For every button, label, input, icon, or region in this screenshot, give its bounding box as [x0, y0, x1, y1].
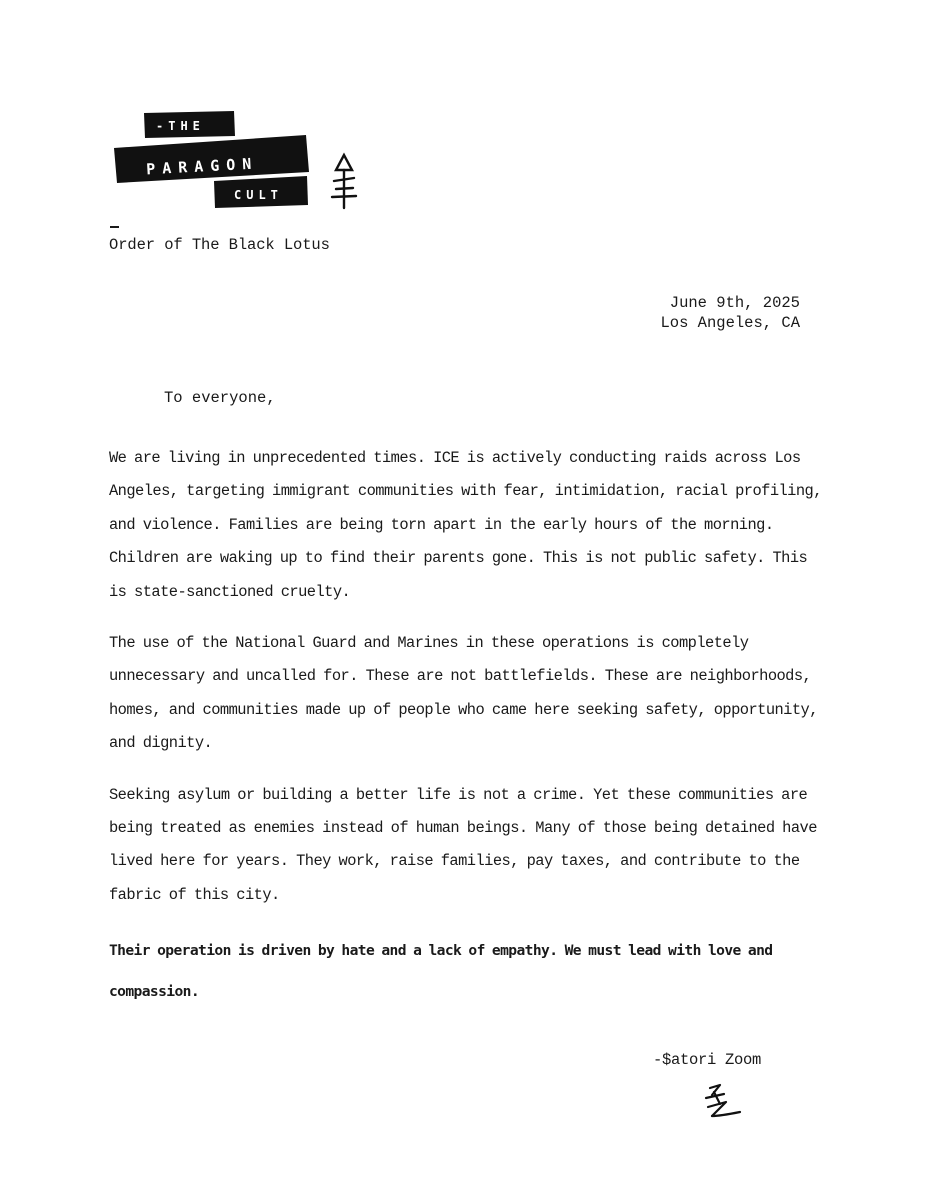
logo-line-2: PARAGON	[145, 154, 259, 179]
body-paragraph-1: We are living in unprecedented times. ICE is actively conducting raids across Los Angeles, targeting immigrant communities with fear, intimidation, racial profiling, and violence. Families are being torn apart in the early hours of the morning. Children are waking up to find their parents gone. This is not public safety. This is state-sanctioned cruelty.	[109, 449, 822, 601]
signoff-name: -$atori Zoom	[653, 1051, 762, 1069]
lotus-tree-emblem-icon	[332, 155, 356, 208]
logo-line-3: CULT	[234, 188, 283, 202]
logo-line-1: -THE	[156, 119, 205, 133]
letter-location: Los Angeles, CA	[660, 314, 800, 332]
greeting: To everyone,	[164, 389, 276, 407]
organization-name: Order of The Black Lotus	[109, 236, 330, 254]
letter-date: June 9th, 2025	[669, 294, 800, 312]
closing-statement: Their operation is driven by hate and a lack of empathy. We must lead with love and compassion.	[109, 942, 773, 1001]
body-paragraph-3: Seeking asylum or building a better life is not a crime. Yet these communities are being treated as enemies instead of human beings. Many of those being detained have lived here for years. They work, raise families, pay taxes, and contribute to the fabric of this city.	[109, 785, 817, 904]
date-location-block	[660, 293, 800, 333]
handwritten-signature-icon	[700, 1082, 745, 1127]
paragon-cult-logo	[110, 108, 370, 218]
logo-dash	[110, 226, 119, 228]
letter-body	[109, 442, 829, 1030]
body-paragraph-2: The use of the National Guard and Marines in these operations is completely unnecessary and uncalled for. These are not battlefields. These are neighborhoods, homes, and communities made up of people who came here seeking safety, opportunity, and dignity.	[109, 634, 818, 753]
